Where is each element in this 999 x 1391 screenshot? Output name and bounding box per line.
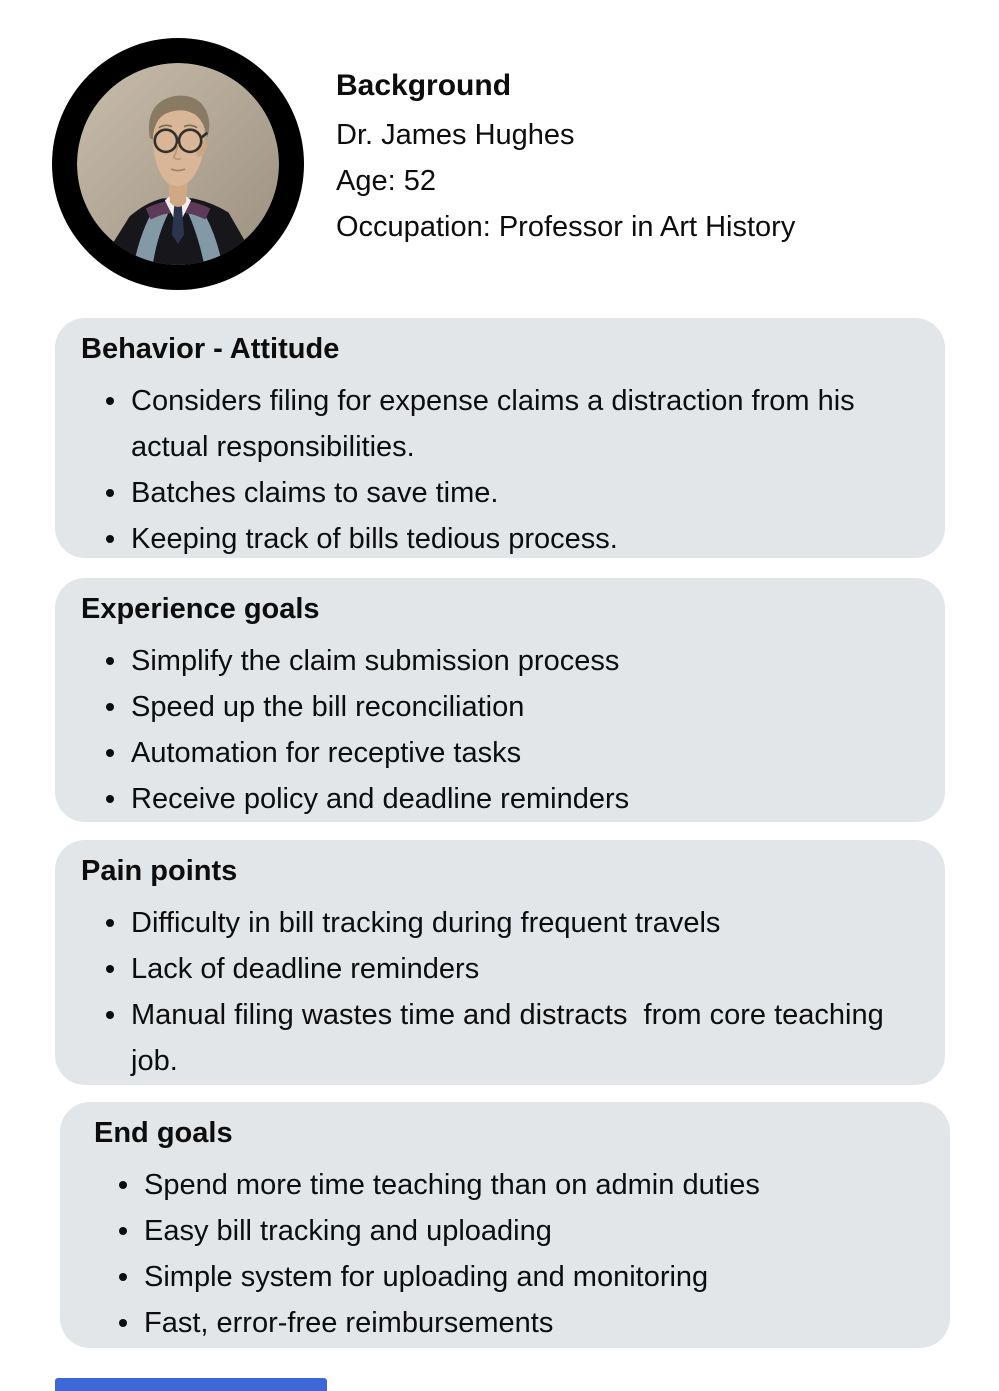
list-item: Batches claims to save time.: [131, 470, 917, 516]
card-experience-goals: [55, 578, 945, 822]
list-item: Spend more time teaching than on admin duties: [144, 1162, 922, 1208]
card-heading: Behavior - Attitude: [81, 333, 340, 365]
list-item: Speed up the bill reconciliation: [131, 684, 917, 730]
person-name: Dr. James Hughes: [336, 119, 575, 151]
list-item: Simplify the claim submission process: [131, 638, 917, 684]
card-behavior-attitude: [55, 318, 945, 558]
background-section: [336, 66, 795, 250]
list-item: Difficulty in bill tracking during frequent travels: [131, 900, 917, 946]
card-end-goals: [60, 1102, 950, 1348]
card-heading: Pain points: [81, 855, 238, 887]
list-item: Manual filing wastes time and distracts from core teaching job.: [131, 992, 917, 1084]
list-item: Considers filing for expense claims a distraction from his actual responsibilities.: [131, 378, 917, 470]
avatar: [52, 38, 304, 290]
list-item: Fast, error-free reimbursements: [144, 1300, 922, 1346]
professor-portrait-image: [77, 63, 279, 265]
bullet-list: [81, 378, 917, 562]
list-item: Simple system for uploading and monitoring: [144, 1254, 922, 1300]
list-item: Lack of deadline reminders: [131, 946, 917, 992]
bullet-list: [81, 900, 917, 1084]
list-item: Automation for receptive tasks: [131, 730, 917, 776]
list-item: Easy bill tracking and uploading: [144, 1208, 922, 1254]
list-item: Keeping track of bills tedious process.: [131, 516, 917, 562]
portrait-illustration: [77, 63, 279, 265]
bullet-list: [81, 638, 917, 822]
card-heading: End goals: [94, 1117, 233, 1149]
person-age: Age: 52: [336, 165, 436, 197]
bottom-accent-bar: [55, 1378, 327, 1391]
card-pain-points: [55, 840, 945, 1085]
person-occupation: Occupation: Professor in Art History: [336, 211, 796, 243]
card-heading: Experience goals: [81, 593, 320, 625]
background-heading: Background: [336, 69, 512, 102]
bullet-list: [94, 1162, 922, 1346]
list-item: Receive policy and deadline reminders: [131, 776, 917, 822]
